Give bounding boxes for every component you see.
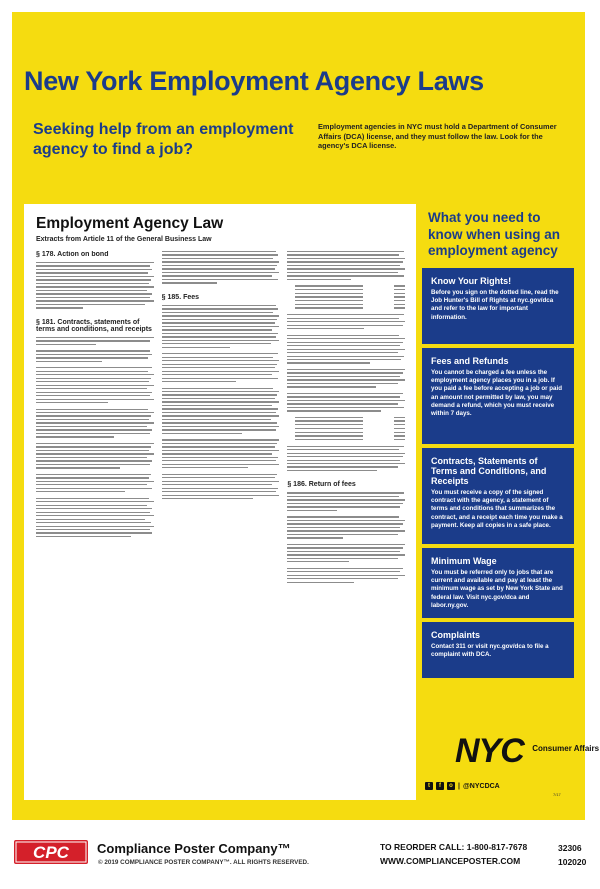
law-text-line xyxy=(36,536,131,537)
law-text-line xyxy=(36,505,147,506)
law-text-line xyxy=(36,529,150,530)
law-text-line xyxy=(162,340,280,341)
law-text-line xyxy=(36,512,150,513)
nyc-department-name: Consumer Affairs xyxy=(532,744,600,753)
law-text-line xyxy=(287,328,363,329)
law-text-line xyxy=(36,477,149,478)
law-text-line xyxy=(36,392,152,393)
law-text-line xyxy=(162,261,280,262)
law-text-line xyxy=(36,378,151,379)
info-box-title: Contracts, Statements of Terms and Conditions, and Receipts xyxy=(431,456,547,486)
law-text-line xyxy=(287,523,402,524)
law-text-line xyxy=(36,371,148,372)
law-text-line xyxy=(36,474,151,475)
law-text-line xyxy=(162,315,280,316)
law-section-heading: § 185. Fees xyxy=(161,293,200,301)
law-text-line xyxy=(162,391,280,392)
law-text-line xyxy=(36,385,154,386)
law-text-line xyxy=(162,398,275,399)
info-box-know-your-rights xyxy=(422,268,574,344)
law-text-line xyxy=(162,394,277,395)
law-text-line xyxy=(287,446,403,447)
info-box-contracts xyxy=(422,448,574,544)
law-text-line xyxy=(162,343,271,344)
law-text-line xyxy=(36,422,154,423)
law-text-line xyxy=(287,338,405,339)
nyc-logo-block xyxy=(455,732,599,771)
law-text-line xyxy=(287,534,398,535)
law-columns xyxy=(36,251,405,789)
law-text-line xyxy=(36,519,145,520)
reorder-phone: TO REORDER CALL: 1-800-817-7678 xyxy=(380,842,528,852)
law-text-line xyxy=(287,571,400,572)
law-text-line xyxy=(36,357,148,358)
law-text-line xyxy=(162,326,280,327)
law-text-line xyxy=(36,300,154,301)
law-text-line xyxy=(287,561,348,562)
law-text-line xyxy=(162,364,277,365)
law-text-line xyxy=(36,297,150,298)
law-text-line xyxy=(162,381,236,382)
law-text-line xyxy=(36,307,83,308)
law-text-line xyxy=(36,304,145,305)
law-text-line xyxy=(36,484,147,485)
info-box-title: Know Your Rights! xyxy=(431,276,512,286)
fee-rate-row xyxy=(287,296,405,297)
law-text-line xyxy=(162,408,278,409)
law-text-line xyxy=(162,405,273,406)
law-text-line xyxy=(287,506,400,507)
law-text-line xyxy=(162,443,277,444)
fee-rate-row xyxy=(287,439,405,440)
law-text-line xyxy=(36,286,154,287)
law-text-line xyxy=(162,419,271,420)
law-text-line xyxy=(36,460,152,461)
law-text-line xyxy=(287,582,354,583)
law-text-line xyxy=(287,537,342,538)
fee-rate-row xyxy=(287,304,405,305)
law-text-line xyxy=(36,279,151,280)
fee-rate-row xyxy=(287,424,405,425)
law-text-line xyxy=(36,344,96,345)
info-box-text: You must receive a copy of the signed contract with the agency, a statement of terms and conditions that summarizes the contract, and a receipt each time you make a payment. Keep all copies in a safe place. xyxy=(431,489,563,529)
law-text-line xyxy=(162,371,280,372)
law-text-line xyxy=(36,488,152,489)
law-section-heading: § 186. Return of fees xyxy=(287,481,356,489)
info-box-title: Minimum Wage xyxy=(431,556,497,566)
product-codes xyxy=(558,842,586,869)
law-text-line xyxy=(36,453,154,454)
law-text-line xyxy=(162,333,278,334)
info-box-text: Before you sign on the dotted line, read the Job Hunter's Bill of Rights at nyc.gov/dca and refer to the law for important information. xyxy=(431,289,559,321)
law-text-line xyxy=(287,463,405,464)
law-text-line xyxy=(36,262,154,263)
fee-rate-row xyxy=(287,307,405,308)
law-text-line xyxy=(36,515,154,516)
law-text-line xyxy=(287,258,405,259)
law-text-line xyxy=(162,422,277,423)
law-text-line xyxy=(36,337,154,338)
poster-intro: Employment agencies in NYC must hold a Department of Consumer Affairs (DCA) license, and they must follow the law. Look for the agency's DCA license. xyxy=(318,122,557,151)
law-text-line xyxy=(287,383,398,384)
law-panel xyxy=(24,204,416,800)
law-text-line xyxy=(162,460,276,461)
law-text-line xyxy=(287,554,405,555)
law-text-line xyxy=(162,426,280,427)
law-text-line xyxy=(162,464,280,465)
law-text-line xyxy=(36,498,149,499)
info-box-complaints xyxy=(422,622,574,678)
website-link[interactable]: WWW.COMPLIANCEPOSTER.COM xyxy=(380,856,521,866)
law-text-line xyxy=(287,376,400,377)
law-text-line xyxy=(162,268,275,269)
law-text-line xyxy=(287,400,405,401)
law-text-line xyxy=(287,520,405,521)
law-text-line xyxy=(36,508,152,509)
law-text-line xyxy=(287,547,402,548)
law-text-line xyxy=(36,419,149,420)
social-separator: | xyxy=(458,782,460,790)
law-text-line xyxy=(36,367,152,368)
law-text-line xyxy=(287,503,402,504)
law-text-line xyxy=(287,318,399,319)
law-text-line xyxy=(287,516,399,517)
social-handle[interactable]: @NYCDCA xyxy=(462,782,500,790)
footer xyxy=(0,826,600,889)
law-text-line xyxy=(162,254,278,255)
law-text-line xyxy=(287,356,403,357)
law-text-line xyxy=(287,372,402,373)
law-text-line xyxy=(287,279,351,280)
law-text-line xyxy=(162,265,277,266)
law-text-line xyxy=(36,412,154,413)
law-text-line xyxy=(162,491,276,492)
law-text-line xyxy=(36,415,151,416)
law-text-line xyxy=(36,395,150,396)
law-text-line xyxy=(162,272,280,273)
law-text-line xyxy=(162,439,280,440)
law-text-line xyxy=(36,361,102,362)
sidebar xyxy=(422,204,574,682)
law-text-line xyxy=(162,412,276,413)
law-text-line xyxy=(287,379,405,380)
law-text-line xyxy=(162,367,275,368)
law-column xyxy=(36,251,154,789)
law-text-line xyxy=(287,254,399,255)
info-box-fees-and-refunds xyxy=(422,348,574,444)
law-text-line xyxy=(287,349,405,350)
law-text-line xyxy=(162,279,278,280)
law-text-line xyxy=(36,443,154,444)
law-text-line xyxy=(162,433,242,434)
law-text-line xyxy=(162,481,280,482)
law-text-line xyxy=(162,336,276,337)
law-text-line xyxy=(36,350,150,351)
law-text-line xyxy=(162,378,278,379)
product-code: 32306 xyxy=(558,843,582,853)
fee-rate-row xyxy=(287,432,405,433)
law-text-line xyxy=(287,321,405,322)
law-text-line xyxy=(36,481,154,482)
info-box-text: You must be referred only to jobs that are current and available and pay at least the minimum wage as set by New York State and federal law. Visit nyc.gov/dca and labor.ny.gov. xyxy=(431,569,563,609)
law-text-line xyxy=(287,362,369,363)
fee-rate-row xyxy=(287,285,405,286)
law-text-line xyxy=(287,449,399,450)
law-text-line xyxy=(287,558,398,559)
law-text-line xyxy=(287,369,405,370)
law-text-line xyxy=(162,453,273,454)
law-text-line xyxy=(162,347,230,348)
law-text-line xyxy=(162,467,248,468)
cpc-logo xyxy=(14,840,88,864)
sidebar-heading: What you need to know when using an employment agency xyxy=(428,210,561,259)
law-text-line xyxy=(162,488,278,489)
law-text-line xyxy=(287,527,400,528)
info-box-title: Fees and Refunds xyxy=(431,356,509,366)
law-text-line xyxy=(36,409,148,410)
law-text-line xyxy=(287,575,405,576)
law-text-line xyxy=(162,353,278,354)
law-text-line xyxy=(36,467,120,468)
law-section-heading: § 178. Action on bond xyxy=(36,251,109,258)
law-text-line xyxy=(287,386,375,387)
law-text-line xyxy=(36,426,147,427)
law-text-line xyxy=(36,293,152,294)
law-text-line xyxy=(36,269,152,270)
law-text-line xyxy=(287,544,405,545)
law-section-heading: § 181. Contracts, statements of terms and conditions, and receipts xyxy=(36,318,152,333)
law-text-line xyxy=(36,374,154,375)
law-text-line xyxy=(36,433,150,434)
law-text-line xyxy=(162,308,278,309)
law-text-line xyxy=(36,402,108,403)
law-text-line xyxy=(36,450,149,451)
law-text-line xyxy=(162,251,276,252)
twitter-icon[interactable]: t xyxy=(425,782,433,790)
law-text-line xyxy=(36,526,154,527)
law-text-line xyxy=(287,325,402,326)
law-text-line xyxy=(36,399,154,400)
law-text-line xyxy=(36,265,150,266)
law-text-line xyxy=(162,357,274,358)
law-text-line xyxy=(36,522,151,523)
poster-version-code: 7/17 xyxy=(553,792,561,797)
fee-rate-row xyxy=(287,420,405,421)
law-text-line xyxy=(162,450,280,451)
law-text-line xyxy=(287,272,398,273)
law-text-line xyxy=(162,282,217,283)
law-text-line xyxy=(36,290,147,291)
law-text-line xyxy=(287,496,399,497)
law-text-line xyxy=(162,484,273,485)
revision-code: 102020 xyxy=(558,856,587,867)
law-text-line xyxy=(162,312,274,313)
law-text-line xyxy=(287,510,336,511)
law-text-line xyxy=(287,551,400,552)
law-text-line xyxy=(162,374,273,375)
info-box-text: Contact 311 or visit nyc.gov/dca to file a complaint with DCA. xyxy=(431,643,549,659)
law-text-line xyxy=(287,470,376,471)
law-text-line xyxy=(287,499,405,500)
law-text-line xyxy=(287,265,400,266)
company-name: Compliance Poster Company™ xyxy=(97,841,291,856)
nyc-logo: NYC xyxy=(455,732,524,770)
law-text-line xyxy=(287,456,402,457)
law-text-line xyxy=(36,446,151,447)
law-text-line xyxy=(36,491,125,492)
law-text-line xyxy=(162,498,254,499)
law-text-line xyxy=(162,415,280,416)
law-text-line xyxy=(36,388,147,389)
social-links xyxy=(425,782,500,790)
law-subtitle: Extracts from Article 11 of the General Business Law xyxy=(36,236,212,243)
law-text-line xyxy=(162,360,280,361)
fee-rate-row xyxy=(287,300,405,301)
law-text-line xyxy=(162,495,280,496)
instagram-icon[interactable]: o xyxy=(447,782,455,790)
law-text-line xyxy=(287,396,400,397)
law-text-line xyxy=(36,436,114,437)
law-text-line xyxy=(287,407,403,408)
law-text-line xyxy=(36,501,154,502)
law-text-line xyxy=(287,568,402,569)
copyright: © 2019 COMPLIANCE POSTER COMPANY™. ALL RIGHTS RESERVED. xyxy=(98,859,309,866)
law-text-line xyxy=(287,345,400,346)
law-text-line xyxy=(162,319,277,320)
poster-subhead: Seeking help from an employment agency to find a job? xyxy=(33,121,294,158)
law-text-line xyxy=(162,322,275,323)
cpc-logo-text: CPC xyxy=(33,843,69,862)
law-text-line xyxy=(287,251,403,252)
law-text-line xyxy=(287,578,398,579)
law-text-line xyxy=(287,393,402,394)
law-text-line xyxy=(162,401,280,402)
law-text-line xyxy=(287,275,403,276)
law-text-line xyxy=(162,477,275,478)
fee-rate-row xyxy=(287,293,405,294)
law-text-line xyxy=(36,354,152,355)
law-text-line xyxy=(162,474,277,475)
law-title: Employment Agency Law xyxy=(36,215,224,232)
law-text-line xyxy=(287,335,399,336)
law-text-line xyxy=(287,359,401,360)
law-text-line xyxy=(162,275,273,276)
law-text-line xyxy=(162,329,273,330)
law-text-line xyxy=(36,429,152,430)
law-text-line xyxy=(287,352,398,353)
law-column xyxy=(162,251,280,789)
law-text-line xyxy=(36,276,154,277)
law-text-line xyxy=(287,530,405,531)
fee-rate-row xyxy=(287,417,405,418)
fee-rate-row xyxy=(287,289,405,290)
poster-title: New York Employment Agency Laws xyxy=(24,66,484,96)
law-text-line xyxy=(162,429,276,430)
facebook-icon[interactable]: f xyxy=(436,782,444,790)
fee-rate-row xyxy=(287,435,405,436)
law-text-line xyxy=(162,258,274,259)
law-text-line xyxy=(287,314,403,315)
law-column xyxy=(287,251,405,789)
law-text-line xyxy=(287,342,402,343)
law-text-line xyxy=(36,340,150,341)
law-text-line xyxy=(36,532,152,533)
fee-rate-row xyxy=(287,428,405,429)
law-text-line xyxy=(36,272,148,273)
law-text-line xyxy=(287,453,405,454)
law-text-line xyxy=(162,305,276,306)
law-text-line xyxy=(287,268,405,269)
law-text-line xyxy=(287,460,400,461)
law-text-line xyxy=(36,464,150,465)
law-text-line xyxy=(162,446,275,447)
law-text-line xyxy=(287,492,403,493)
law-text-line xyxy=(36,381,149,382)
law-text-line xyxy=(36,457,147,458)
law-text-line xyxy=(162,457,278,458)
law-text-line xyxy=(36,283,149,284)
law-text-line xyxy=(162,388,274,389)
info-box-text: You cannot be charged a fee unless the employment agency places you in a job. If you paid a fee before accepting a job or paid an amount not permitted by law, you may demand a refund, which you must receive within 7 days. xyxy=(431,369,562,417)
info-box-title: Complaints xyxy=(431,630,481,640)
law-text-line xyxy=(287,466,398,467)
info-box-minimum-wage xyxy=(422,548,574,618)
law-text-line xyxy=(287,410,381,411)
law-text-line xyxy=(287,261,402,262)
law-text-line xyxy=(287,403,398,404)
